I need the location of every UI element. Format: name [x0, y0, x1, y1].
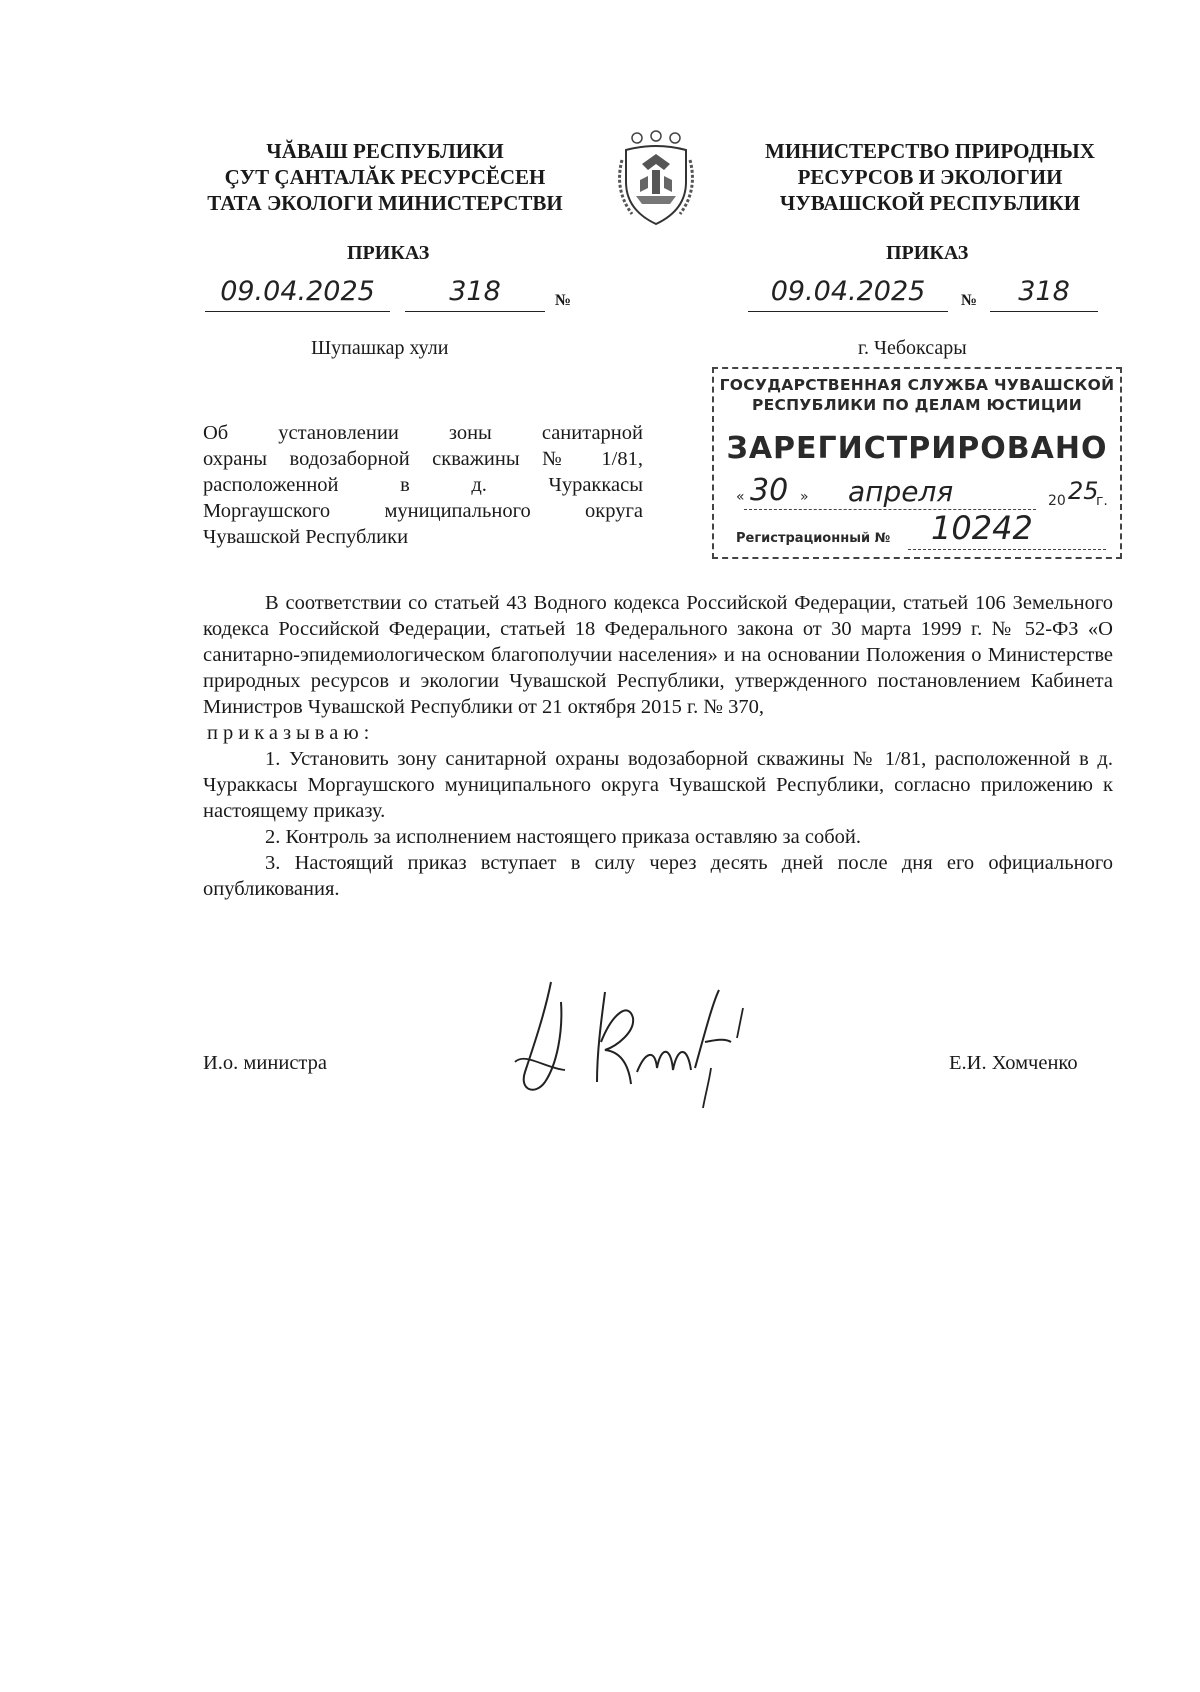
- signer-name: Е.И. Хомченко: [949, 1052, 1078, 1074]
- stamp-registration-row: [736, 509, 1106, 553]
- order-number-left: 318: [405, 276, 545, 312]
- stamp-quote-open: «: [736, 489, 745, 505]
- signer-title: И.о. министра: [203, 1052, 327, 1074]
- header-left-line-3: ТАТА ЭКОЛОГИ МИНИСТЕРСТВИ: [207, 191, 563, 215]
- registration-stamp: [712, 367, 1122, 559]
- header-right-line-3: ЧУВАШСКОЙ РЕСПУБЛИКИ: [779, 191, 1081, 215]
- order-title-left: ПРИКАЗ: [347, 242, 430, 264]
- subject-line-3: расположенной в д. Чураккасы: [203, 474, 643, 496]
- header-right-line-2: РЕСУРСОВ И ЭКОЛОГИИ: [797, 165, 1063, 189]
- subject-line-1: Об установлении зоны санитарной: [203, 422, 643, 444]
- header-chuvash: [190, 138, 580, 216]
- body-item-1: 1. Установить зону санитарной охраны водозаборной скважины № 1/81, расположенной в д. Чураккасы Моргаушского муниципального округа Чувашской Республики, согласно приложению к настоящему приказу.: [203, 748, 1113, 822]
- stamp-year-prefix: 20: [1048, 493, 1066, 509]
- stamp-day: 30: [750, 473, 789, 508]
- stamp-org-line-1: ГОСУДАРСТВЕННАЯ СЛУЖБА ЧУВАШСКОЙ: [719, 376, 1115, 394]
- body-intro: В соответствии со статьей 43 Водного кодекса Российской Федерации, статьей 106 Земельного кодекса Российской Федерации, статьей 18 Федерального закона от 30 марта 1999 г. № 52-ФЗ «О санитарно-эпидемиологическом благополучии населения» и на основании Положения о Министерстве природных ресурсов и экологии Чувашской Республики, утвержденного постановлением Кабинета Министров Чувашской Республики от 21 октября 2015 г. № 370,: [203, 592, 1113, 718]
- order-date-left: 09.04.2025: [205, 276, 390, 312]
- stamp-reg-underline: [908, 549, 1106, 550]
- body-item-3: 3. Настоящий приказ вступает в силу через десять дней после дня его официального опубликования.: [203, 852, 1113, 900]
- header-left-line-2: ÇУТ ÇАНТАЛĂК РЕСУРСĔСЕН: [224, 165, 546, 189]
- body-order-word: приказываю:: [207, 722, 375, 744]
- subject-line-2: охраны водозаборной скважины № 1/81,: [203, 448, 643, 470]
- order-number-right: 318: [990, 276, 1098, 312]
- body-item-2: 2. Контроль за исполнением настоящего приказа оставляю за собой.: [265, 826, 861, 848]
- stamp-status: ЗАРЕГИСТРИРОВАНО: [726, 431, 1108, 466]
- stamp-quote-close: »: [800, 489, 809, 505]
- number-sign-right: №: [961, 292, 978, 309]
- chuvash-emblem-icon: [612, 130, 700, 230]
- header-left-line-1: ЧĂВАШ РЕСПУБЛИКИ: [266, 139, 504, 163]
- handwritten-signature: [505, 972, 765, 1112]
- place-russian: г. Чебоксары: [858, 337, 967, 359]
- subject-line-5: Чувашской Республики: [203, 526, 409, 548]
- header-ministry: [740, 138, 1120, 216]
- order-number-row-right: [748, 276, 1100, 316]
- order-date-right: 09.04.2025: [748, 276, 948, 312]
- stamp-date-row: [736, 473, 1108, 511]
- stamp-year-unit: г.: [1096, 493, 1108, 509]
- stamp-organization: [714, 375, 1120, 415]
- stamp-year-suffix: 25: [1068, 477, 1099, 505]
- stamp-reg-number: 10242: [931, 509, 1033, 547]
- order-body: [203, 590, 1113, 902]
- stamp-org-line-2: РЕСПУБЛИКИ ПО ДЕЛАМ ЮСТИЦИИ: [751, 396, 1083, 414]
- stamp-reg-label: Регистрационный №: [736, 531, 891, 546]
- subject-line-4: Моргаушского муниципального округа: [203, 500, 643, 522]
- order-number-row-left: [205, 276, 575, 316]
- number-sign-left: №: [555, 292, 572, 309]
- stamp-month: апреля: [848, 475, 954, 508]
- order-subject: [203, 420, 643, 550]
- order-title-right: ПРИКАЗ: [886, 242, 969, 264]
- place-chuvash: Шупашкар хули: [311, 337, 449, 359]
- header-right-line-1: МИНИСТЕРСТВО ПРИРОДНЫХ: [765, 139, 1095, 163]
